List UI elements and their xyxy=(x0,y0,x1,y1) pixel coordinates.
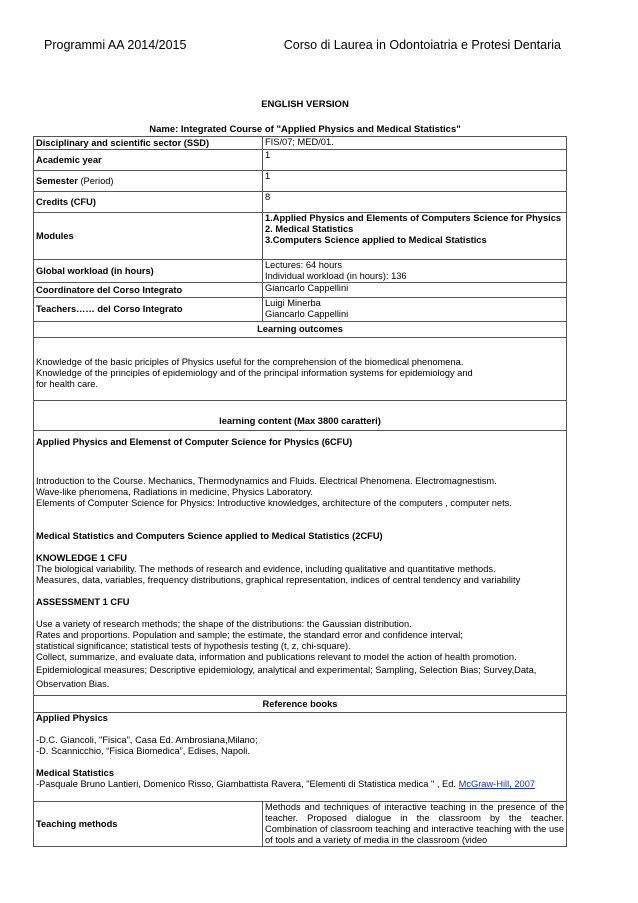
books-body xyxy=(34,713,567,802)
year-label: Academic year xyxy=(34,150,263,171)
knowledge-line: The biological variability. The methods of research and evidence, including qualitative and quantitative methods. xyxy=(36,564,496,574)
knowledge-line: Measures, data, variables, frequency distributions, graphical representation, indices of central tendency and variability xyxy=(36,575,521,585)
books-physics-line: -D. Scannicchio, “Fisica Biomedica”, Edises, Napoli. xyxy=(36,746,250,756)
semester-label xyxy=(34,171,263,192)
course-name: Name: Integrated Course of "Applied Physics and Medical Statistics" xyxy=(149,124,461,135)
row-ssd xyxy=(34,137,567,150)
workload-line: Individual workload (in hours): 136 xyxy=(265,271,407,281)
workload-label: Global workload (in hours) xyxy=(34,260,263,283)
ssd-label: Disciplinary and scientific sector (SSD) xyxy=(34,137,263,150)
semester-label-bold: Semester xyxy=(36,175,81,186)
year-value: 1 xyxy=(263,150,567,171)
teacher-name: Luigi Minerba xyxy=(265,298,321,308)
books-physics-line: -D.C. Giancoli, "Fisica", Casa Ed. Ambrosiana,Milano; xyxy=(36,735,258,745)
row-content-body xyxy=(34,431,567,696)
teaching-value: Methods and techniques of interactive teaching in the presence of the teacher. Proposed dialogue in the classroom by the teacher. Combination of classroom teaching and interactive teaching with the use of tools and a variety of media in the classroom (video xyxy=(263,802,567,847)
physics-heading: Applied Physics and Elemenst of Computer Science for Physics (6CFU) xyxy=(36,437,353,447)
semester-label-period: (Period) xyxy=(80,175,114,186)
mcgraw-hill-link[interactable]: McGraw-Hill, 2007 xyxy=(458,779,536,789)
physics-line: Introduction to the Course. Mechanics, Thermodynamics and Fluids. Electrical Phenomena. Electromagnestism. xyxy=(36,476,497,486)
teachers-value xyxy=(263,298,567,322)
row-teachers xyxy=(34,298,567,322)
assessment-heading: ASSESSMENT 1 CFU xyxy=(36,597,130,607)
row-semester xyxy=(34,171,567,192)
assessment-line: statistical significance; statistical tests of hypothesis testing (t, z, chi-square). xyxy=(36,641,351,651)
outcome-line: Knowledge of the principles of epidemiology and of the principal information systems for epidemiology and xyxy=(36,368,473,378)
row-credits xyxy=(34,192,567,213)
module-item: 2. Medical Statistics xyxy=(265,224,354,234)
books-stats-text: -Pasquale Bruno Lantieri, Domenico Risso, Giambattista Ravera, "Elementi di Statistica medica " , Ed. xyxy=(36,779,459,789)
teaching-label: Teaching methods xyxy=(34,802,263,847)
assessment-line: Rates and proportions. Population and sample; the estimate, the standard error and confidence interval; xyxy=(36,630,463,640)
books-stats-entry xyxy=(36,779,564,790)
ssd-value: FIS/07; MED/01. xyxy=(263,137,567,150)
content-body xyxy=(34,431,567,696)
row-year xyxy=(34,150,567,171)
physics-line: Elements of Computer Science for Physics: Introductive knowledges, architecture of the computers , computer nets. xyxy=(36,498,512,508)
course-table xyxy=(33,136,567,847)
row-books-body xyxy=(34,713,567,802)
version-title: ENGLISH VERSION xyxy=(261,99,349,110)
row-content-title xyxy=(34,401,567,431)
module-item: 1.Applied Physics and Elements of Computers Science for Physics xyxy=(265,213,562,223)
row-books-title xyxy=(34,696,567,713)
workload-value xyxy=(263,260,567,283)
outcome-line: Knowledge of the basic priciples of Physics useful for the comprehension of the biomedical phenomena. xyxy=(36,357,464,367)
stats-heading: Medical Statistics and Computers Science applied to Medical Statistics (2CFU) xyxy=(36,531,383,541)
header-degree-course: Corso di Laurea in Odontoiatria e Protesi Dentaria xyxy=(283,38,561,52)
outcomes-body xyxy=(34,338,567,401)
row-modules xyxy=(34,213,567,260)
books-stats-heading: Medical Statistics xyxy=(36,768,115,778)
physics-line: Wave-like phenomena, Radiations in medicine, Physics Laboratory. xyxy=(36,487,313,497)
assessment-line: Collect, summarize, and evaluate data, information and publications relevant to model the action of health promotion. xyxy=(36,652,517,662)
modules-value xyxy=(263,213,567,260)
books-physics-heading: Applied Physics xyxy=(36,713,108,723)
books-title: Reference books xyxy=(34,696,567,713)
knowledge-heading: KNOWLEDGE 1 CFU xyxy=(36,553,127,563)
coordinator-value: Giancarlo Cappellini xyxy=(263,283,567,298)
outcomes-title: Learning outcomes xyxy=(34,322,567,338)
header-program-year: Programmi AA 2014/2015 xyxy=(44,38,187,52)
row-workload xyxy=(34,260,567,283)
row-outcomes-title xyxy=(34,322,567,338)
outcome-line: for health care. xyxy=(36,379,99,389)
row-teaching xyxy=(34,802,567,847)
row-outcomes-body xyxy=(34,338,567,401)
credits-value: 8 xyxy=(263,192,567,213)
teachers-label: Teachers…… del Corso Integrato xyxy=(34,298,263,322)
row-coordinator xyxy=(34,283,567,298)
modules-label: Modules xyxy=(34,213,263,260)
semester-value: 1 xyxy=(263,171,567,192)
coordinator-label: Coordinatore del Corso Integrato xyxy=(34,283,263,298)
assessment-epidemiology: Epidemiological measures; Descriptive epidemiology, analytical and experimental; Sampling, Selection Bias; Survey,Data, Observation Bias. xyxy=(36,665,537,689)
workload-line: Lectures: 64 hours xyxy=(265,260,343,270)
module-item: 3.Computers Science applied to Medical Statistics xyxy=(265,235,487,245)
teacher-name: Giancarlo Cappellini xyxy=(265,309,349,319)
assessment-line: Use a variety of research methods; the shape of the distributions: the Gaussian distribution. xyxy=(36,619,412,629)
content-title: learning content (Max 3800 caratteri) xyxy=(34,401,567,431)
credits-label: Credits (CFU) xyxy=(34,192,263,213)
